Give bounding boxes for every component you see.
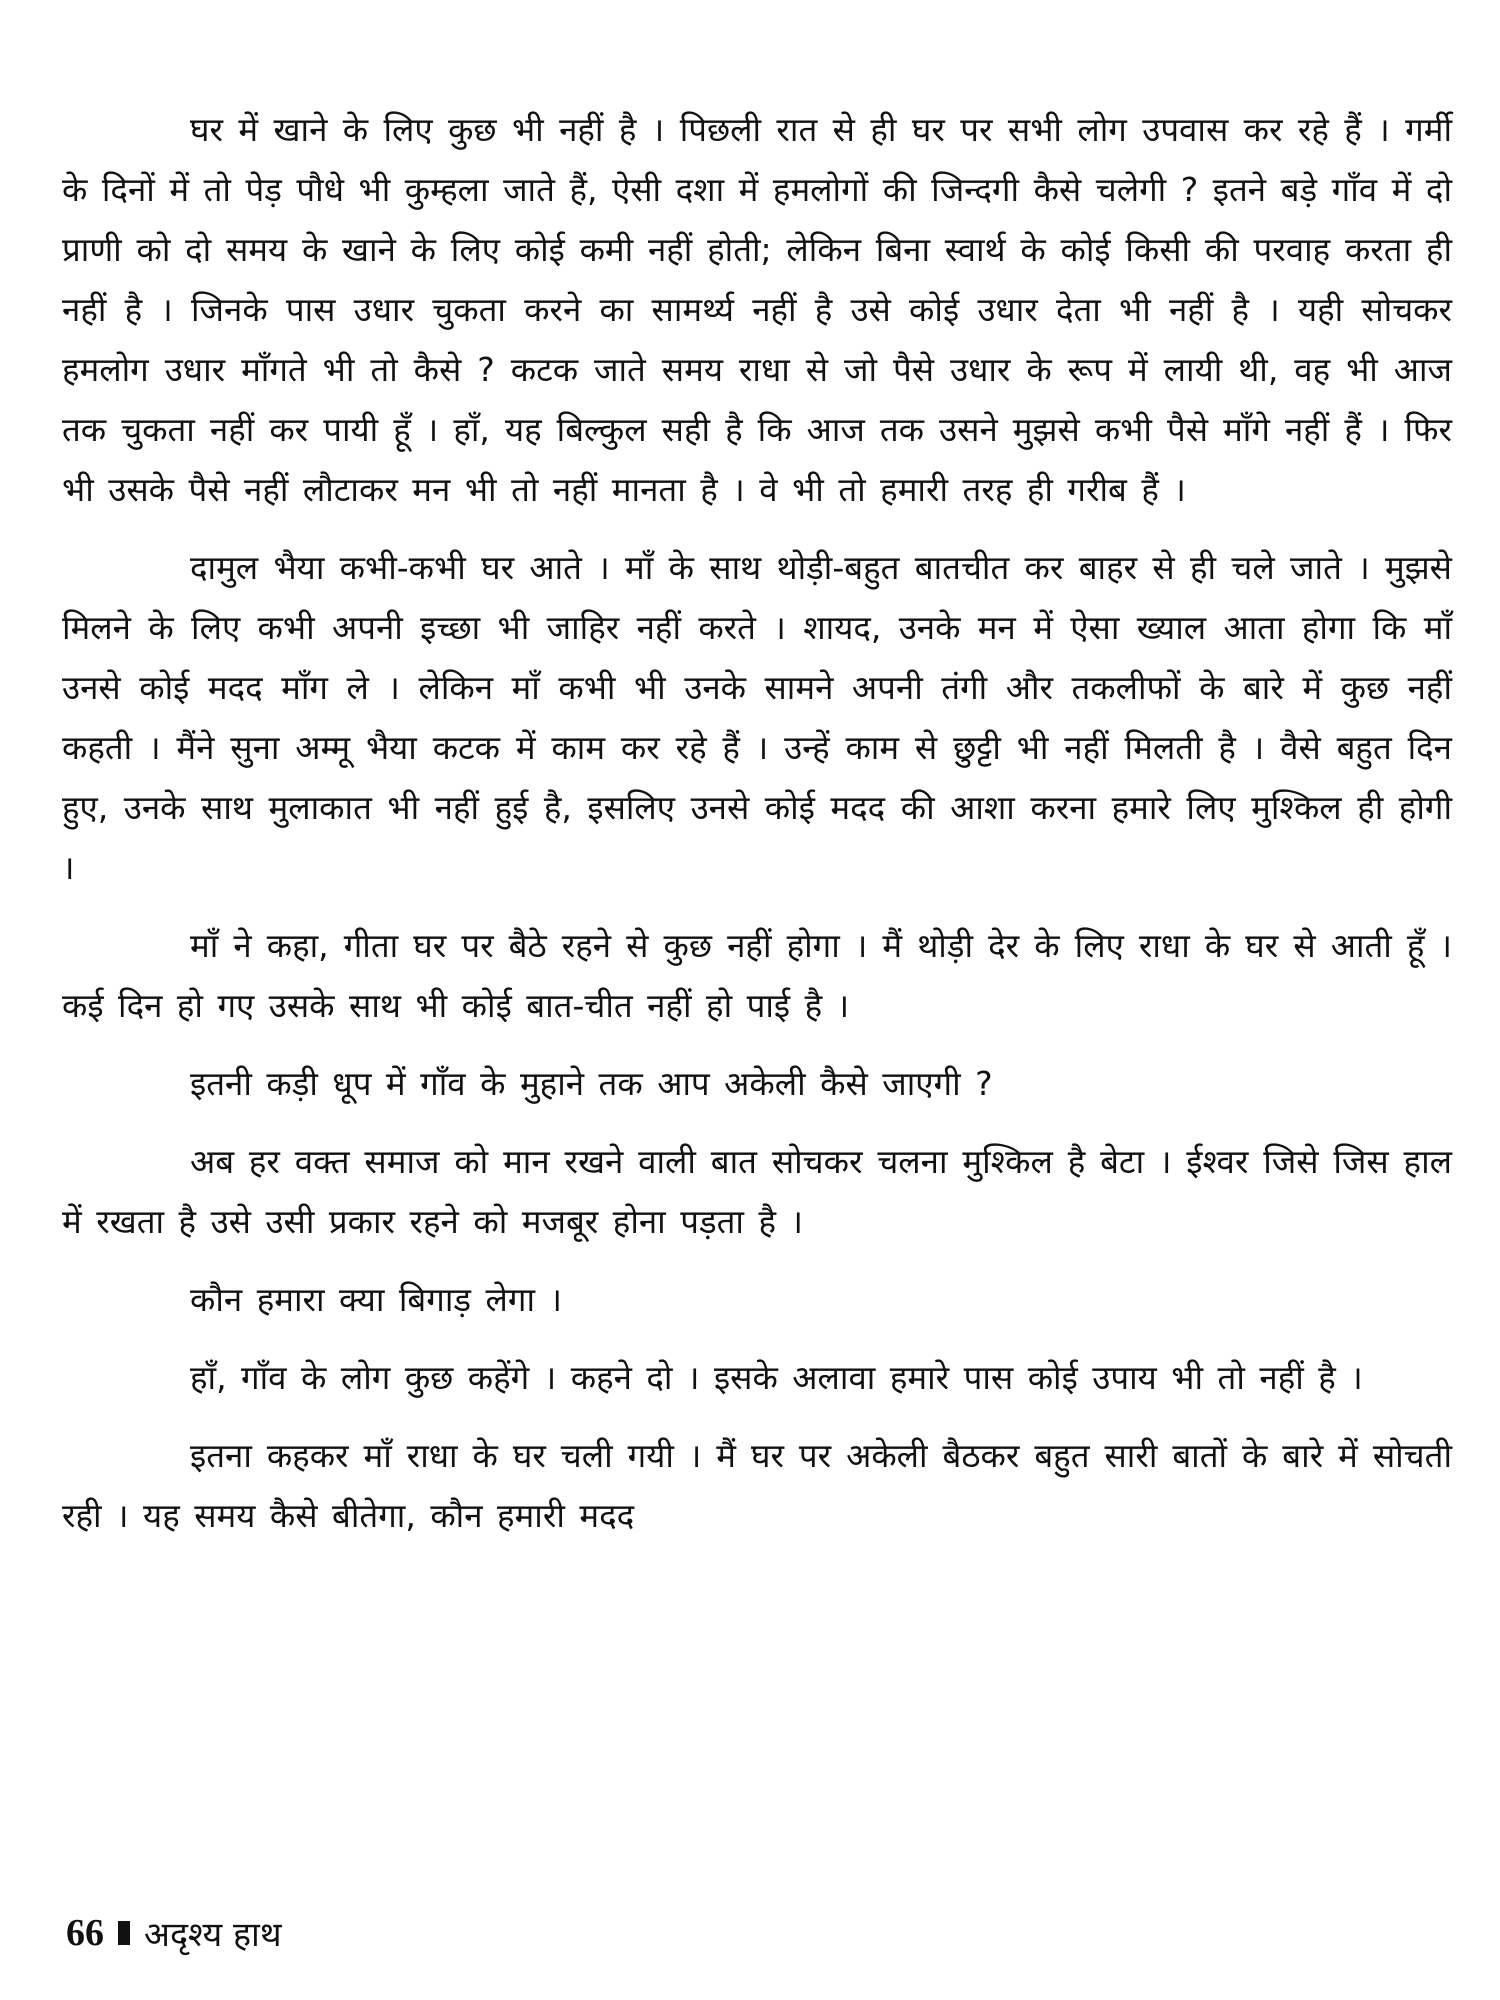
paragraph-4: इतनी कड़ी धूप में गाँव के मुहाने तक आप अकेली कैसे जाएगी ? (190, 1064, 993, 1103)
book-title: अदृश्य हाथ (144, 1915, 282, 1955)
paragraph-3: माँ ने कहा, गीता घर पर बैठे रहने से कुछ नहीं होगा । मैं थोड़ी देर के लिए राधा के घर से आती हूँ । कई दिन हो गए उसके साथ भी कोई बात-चीत नहीं हो पाई है । (62, 926, 1452, 1025)
paragraph-1: घर में खाने के लिए कुछ भी नहीं है । पिछली रात से ही घर पर सभी लोग उपवास कर रहे हैं । गर्मी के दिनों में तो पेड़ पौधे भी कुम्हला जाते हैं, ऐसी दशा में हमलोगों की जिन्दगी कैसे चलेगी ? इतने बड़े गाँव में दो प्राणी को दो समय के खाने के लिए कोई कमी नहीं होती; लेकिन बिना स्वार्थ के कोई किसी की परवाह करता ही नहीं है । जिनके पास उधार चुकता करने का सामर्थ्य नहीं है उसे कोई उधार देता भी नहीं है । यही सोचकर हमलोग उधार माँगते भी तो कैसे ? कटक जाते समय राधा से जो पैसे उधार के रूप में लायी थी, वह भी आज तक चुकता नहीं कर पायी हूँ । हाँ, यह बिल्कुल सही है कि आज तक उसने मुझसे कभी पैसे माँगे नहीं हैं । फिर भी उसके पैसे नहीं लौटाकर मन भी तो नहीं मानता है । वे भी तो हमारी तरह ही गरीब हैं । (62, 110, 1452, 509)
page-footer (66, 1910, 282, 1956)
page-body (62, 100, 1452, 1564)
paragraph-6: कौन हमारा क्या बिगाड़ लेगा । (190, 1280, 563, 1319)
paragraph-8: इतना कहकर माँ राधा के घर चली गयी । मैं घर पर अकेली बैठकर बहुत सारी बातों के बारे में सोचती रही । यह समय कैसे बीतेगा, कौन हमारी मदद (62, 1436, 1452, 1535)
paragraph-5: अब हर वक्त समाज को मान रखने वाली बात सोचकर चलना मुश्किल है बेटा । ईश्वर जिसे जिस हाल में रखता है उसे उसी प्रकार रहने को मजबूर होना पड़ता है । (62, 1142, 1452, 1241)
black-square-icon (118, 1921, 130, 1945)
page-number: 66 (66, 1912, 104, 1954)
paragraph-7: हाँ, गाँव के लोग कुछ कहेंगे । कहने दो । इसके अलावा हमारे पास कोई उपाय भी तो नहीं है । (190, 1358, 1363, 1397)
paragraph-2: दामुल भैया कभी-कभी घर आते । माँ के साथ थोड़ी-बहुत बातचीत कर बाहर से ही चले जाते । मुझसे मिलने के लिए कभी अपनी इच्छा भी जाहिर नहीं करते । शायद, उनके मन में ऐसा ख्याल आता होगा कि माँ उनसे कोई मदद माँग ले । लेकिन माँ कभी भी उनके सामने अपनी तंगी और तकलीफों के बारे में कुछ नहीं कहती । मैंने सुना अम्मू भैया कटक में काम कर रहे हैं । उन्हें काम से छुट्टी भी नहीं मिलती है । वैसे बहुत दिन हुए, उनके साथ मुलाकात भी नहीं हुई है, इसलिए उनसे कोई मदद की आशा करना हमारे लिए मुश्किल ही होगी । (62, 548, 1452, 887)
